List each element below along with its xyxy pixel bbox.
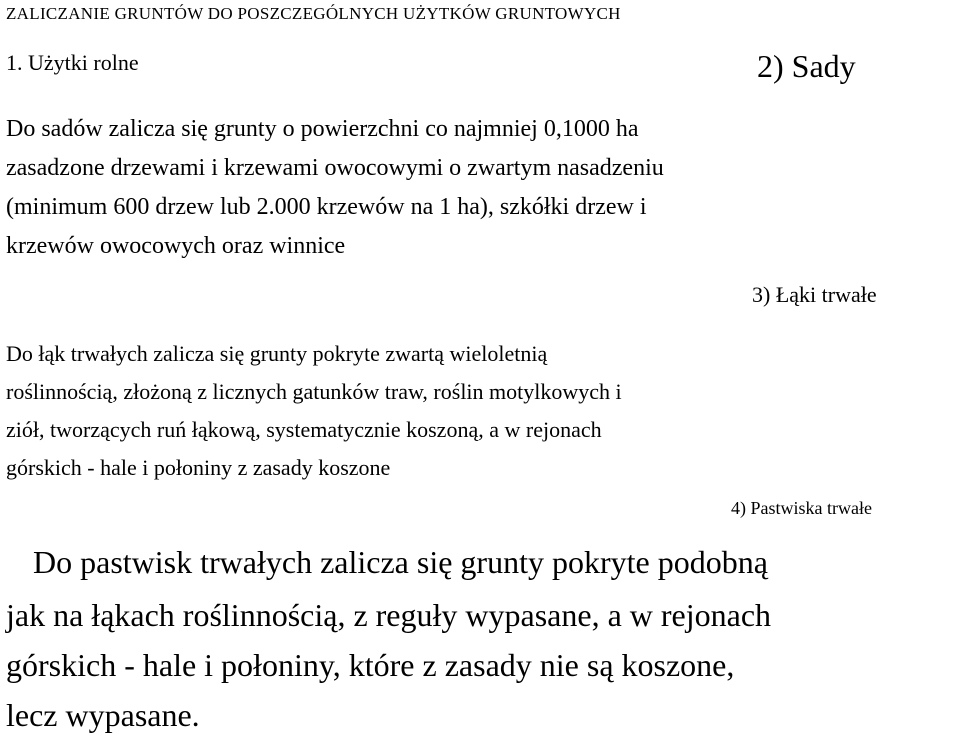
section-heading-laki-trwale: 3) Łąki trwałe (752, 282, 877, 307)
section-heading-pastwiska-trwale: 4) Pastwiska trwałe (731, 498, 872, 518)
page-title: ZALICZANIE GRUNTÓW DO POSZCZEGÓLNYCH UŻYTKÓW GRUNTOWYCH (6, 4, 621, 23)
paragraph-line: Do pastwisk trwałych zalicza się grunty pokryte podobną (33, 544, 768, 580)
pastwiska-paragraph (6, 590, 771, 740)
paragraph-line: (minimum 600 drzew lub 2.000 krzewów na 1 ha), szkółki drzew i (6, 194, 647, 220)
paragraph-line: ziół, tworzących ruń łąkową, systematycznie koszoną, a w rejonach (6, 417, 602, 442)
paragraph-line: lecz wypasane. (6, 697, 200, 733)
paragraph-line: krzewów owocowych oraz winnice (6, 233, 346, 259)
paragraph-line: górskich - hale i połoniny, które z zasady nie są koszone, (6, 647, 735, 683)
paragraph-line: zasadzone drzewami i krzewami owocowymi o zwartym nasadzeniu (6, 155, 664, 181)
paragraph-line: Do łąk trwałych zalicza się grunty pokryte zwartą wieloletnią (6, 341, 548, 366)
section-heading-uzytki-rolne: 1. Użytki rolne (6, 50, 139, 75)
paragraph-line: górskich - hale i połoniny z zasady koszone (6, 455, 391, 480)
sady-paragraph (6, 110, 664, 266)
paragraph-line: Do sadów zalicza się grunty o powierzchni co najmniej 0,1000 ha (6, 116, 639, 142)
laki-paragraph (6, 335, 622, 487)
section-heading-sady: 2) Sady (757, 48, 856, 84)
paragraph-line: roślinnością, złożoną z licznych gatunków traw, roślin motylkowych i (6, 379, 622, 404)
paragraph-line: jak na łąkach roślinnością, z reguły wypasane, a w rejonach (6, 597, 772, 633)
